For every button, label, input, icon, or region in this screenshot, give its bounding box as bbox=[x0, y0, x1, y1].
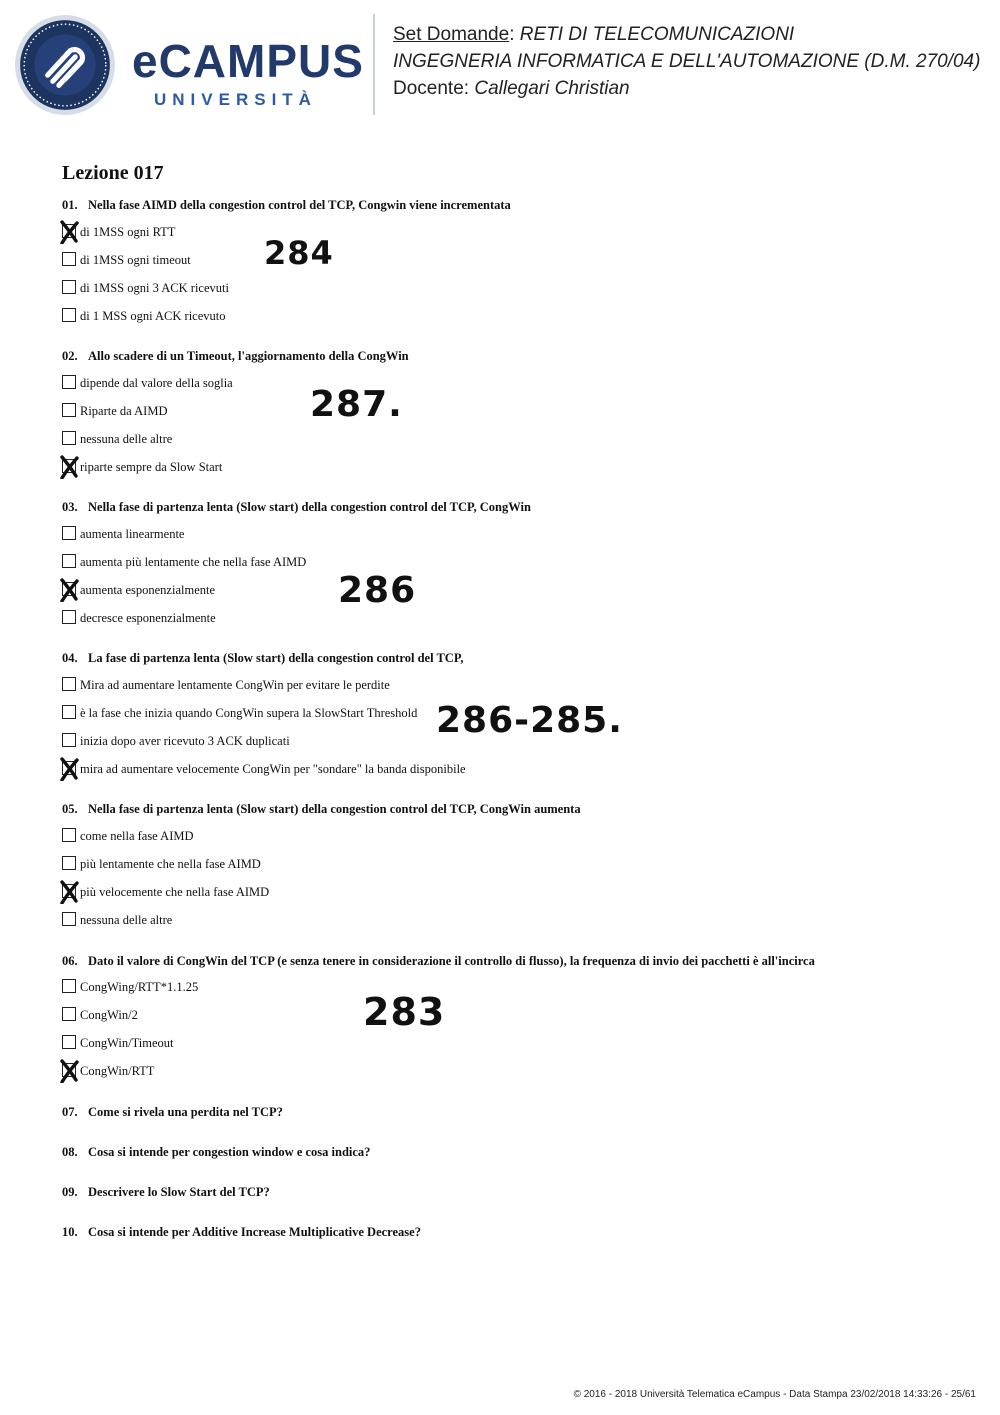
question-02 bbox=[62, 349, 409, 364]
docente-label: Docente bbox=[393, 78, 464, 99]
answer-checkbox[interactable] bbox=[62, 403, 76, 417]
answer-checkbox[interactable] bbox=[62, 912, 76, 926]
answer-label: Mira ad aumentare lentamente CongWin per evitare le perdite bbox=[80, 678, 390, 692]
answer-label: nessuna delle altre bbox=[80, 432, 173, 446]
course-line bbox=[393, 48, 980, 75]
handwritten-note: 283 bbox=[363, 990, 446, 1034]
answer-label: come nella fase AIMD bbox=[80, 829, 194, 843]
set-label: Set Domande bbox=[393, 24, 510, 45]
answer-option[interactable] bbox=[62, 1035, 174, 1051]
answer-checkbox[interactable] bbox=[62, 610, 76, 624]
question-number: 03. bbox=[62, 500, 78, 514]
answer-label: nessuna delle altre bbox=[80, 913, 173, 927]
answer-option[interactable] bbox=[62, 1007, 138, 1023]
answer-option[interactable] bbox=[62, 856, 261, 872]
answer-label: mira ad aumentare velocemente CongWin per "sondare" la banda disponibile bbox=[80, 762, 466, 776]
handwritten-note: 286 bbox=[338, 570, 417, 611]
question-text: Cosa si intende per congestion window e cosa indica? bbox=[88, 1145, 371, 1159]
answer-checkbox[interactable] bbox=[62, 733, 76, 747]
question-05 bbox=[62, 802, 581, 817]
answer-checkbox[interactable] bbox=[62, 979, 76, 993]
answer-option[interactable] bbox=[62, 375, 233, 391]
answer-checkbox[interactable] bbox=[62, 308, 76, 322]
answer-option[interactable] bbox=[62, 912, 172, 928]
answer-label: più lentamente che nella fase AIMD bbox=[80, 857, 261, 871]
set-line: Set Domande: RETI DI TELECOMUNICAZIONI bbox=[393, 24, 795, 45]
answer-label: è la fase che inizia quando CongWin supera la SlowStart Threshold bbox=[80, 706, 418, 720]
answer-option[interactable] bbox=[62, 459, 222, 475]
answer-label: Riparte da AIMD bbox=[80, 404, 168, 418]
answer-option[interactable] bbox=[62, 403, 167, 419]
question-07 bbox=[62, 1105, 283, 1120]
question-text: Allo scadere di un Timeout, l'aggiornamento della CongWin bbox=[88, 349, 409, 363]
answer-checkbox[interactable] bbox=[62, 375, 76, 389]
answer-option[interactable] bbox=[62, 761, 466, 777]
question-08 bbox=[62, 1145, 370, 1160]
question-text: Nella fase di partenza lenta (Slow start) della congestion control del TCP, CongWin bbox=[88, 500, 531, 514]
handwritten-x-mark-icon bbox=[59, 880, 81, 904]
answer-label: aumenta più lentamente che nella fase AIMD bbox=[80, 555, 307, 569]
answer-checkbox[interactable] bbox=[62, 431, 76, 445]
question-number: 05. bbox=[62, 802, 78, 816]
question-number: 04. bbox=[62, 651, 78, 665]
page-footer: © 2016 - 2018 Università Telematica eCampus - Data Stampa 23/02/2018 14:33:26 - 25/61 bbox=[573, 1389, 976, 1400]
answer-option[interactable] bbox=[62, 554, 306, 570]
header-divider bbox=[373, 14, 375, 115]
brand-name: eCAMPUS bbox=[132, 35, 364, 87]
answer-label: CongWin/RTT bbox=[80, 1064, 155, 1078]
answer-option[interactable] bbox=[62, 582, 215, 598]
answer-option[interactable] bbox=[62, 733, 290, 749]
handwritten-x-mark-icon bbox=[59, 1059, 81, 1083]
question-09 bbox=[62, 1185, 270, 1200]
question-number: 10. bbox=[62, 1225, 78, 1239]
answer-checkbox[interactable] bbox=[62, 677, 76, 691]
answer-option[interactable] bbox=[62, 526, 184, 542]
handwritten-note: 287. bbox=[310, 384, 403, 425]
question-number: 01. bbox=[62, 198, 78, 212]
question-number: 08. bbox=[62, 1145, 78, 1159]
answer-label: inizia dopo aver ricevuto 3 ACK duplicati bbox=[80, 734, 290, 748]
lesson-title: Lezione 017 bbox=[62, 162, 164, 184]
handwritten-note: 284 bbox=[264, 234, 334, 272]
answer-label: di 1 MSS ogni ACK ricevuto bbox=[80, 309, 226, 323]
answer-option[interactable] bbox=[62, 280, 229, 296]
answer-option[interactable] bbox=[62, 1063, 154, 1079]
answer-label: di 1MSS ogni 3 ACK ricevuti bbox=[80, 281, 229, 295]
answer-checkbox[interactable] bbox=[62, 705, 76, 719]
answer-checkbox[interactable] bbox=[62, 554, 76, 568]
answer-option[interactable] bbox=[62, 252, 191, 268]
question-text: Descrivere lo Slow Start del TCP? bbox=[88, 1185, 270, 1199]
answer-label: decresce esponenzialmente bbox=[80, 611, 216, 625]
set-value: RETI DI TELECOMUNICAZIONI bbox=[519, 24, 795, 45]
handwritten-x-mark-icon bbox=[59, 220, 81, 244]
question-text: Dato il valore di CongWin del TCP (e senza tenere in considerazione il controllo di flusso), la frequenza di invio dei pacchetti è all'incirca bbox=[88, 954, 815, 968]
brand-wordmark bbox=[132, 35, 364, 110]
question-03 bbox=[62, 500, 531, 515]
answer-checkbox[interactable] bbox=[62, 526, 76, 540]
answer-label: CongWin/Timeout bbox=[80, 1036, 174, 1050]
answer-option[interactable] bbox=[62, 705, 417, 721]
answer-option[interactable] bbox=[62, 828, 194, 844]
answer-checkbox[interactable] bbox=[62, 252, 76, 266]
answer-checkbox[interactable] bbox=[62, 828, 76, 842]
question-number: 09. bbox=[62, 1185, 78, 1199]
answer-label: aumenta esponenzialmente bbox=[80, 583, 216, 597]
answer-option[interactable] bbox=[62, 431, 172, 447]
answer-option[interactable] bbox=[62, 308, 226, 324]
question-number: 06. bbox=[62, 954, 78, 968]
question-text: Nella fase di partenza lenta (Slow start) della congestion control del TCP, CongWin aumenta bbox=[88, 802, 581, 816]
answer-label: CongWing/RTT*1.1.25 bbox=[80, 980, 199, 994]
handwritten-x-mark-icon bbox=[59, 757, 81, 781]
docente-line: Docente: Callegari Christian bbox=[393, 78, 630, 99]
course-name: INGEGNERIA INFORMATICA E DELL'AUTOMAZIONE (D.M. 270/04) bbox=[393, 51, 981, 72]
answer-option[interactable] bbox=[62, 224, 175, 240]
answer-label: di 1MSS ogni timeout bbox=[80, 253, 191, 267]
question-06 bbox=[62, 954, 815, 969]
answer-checkbox[interactable] bbox=[62, 1035, 76, 1049]
question-number: 02. bbox=[62, 349, 78, 363]
handwritten-x-mark-icon bbox=[59, 455, 81, 479]
brand-subtitle: UNIVERSITÀ bbox=[154, 90, 317, 109]
handwritten-note: 286-285. bbox=[436, 700, 623, 741]
answer-option[interactable] bbox=[62, 979, 198, 995]
answer-option[interactable] bbox=[62, 677, 390, 693]
question-04 bbox=[62, 651, 463, 666]
answer-label: di 1MSS ogni RTT bbox=[80, 225, 176, 239]
answer-checkbox[interactable] bbox=[62, 280, 76, 294]
answer-checkbox[interactable] bbox=[62, 1007, 76, 1021]
question-01 bbox=[62, 198, 511, 213]
answer-label: aumenta linearmente bbox=[80, 527, 185, 541]
question-text: Come si rivela una perdita nel TCP? bbox=[88, 1105, 283, 1119]
answer-checkbox[interactable] bbox=[62, 856, 76, 870]
answer-label: più velocemente che nella fase AIMD bbox=[80, 885, 270, 899]
handwritten-x-mark-icon bbox=[59, 578, 81, 602]
ecampus-logo-icon bbox=[14, 14, 116, 116]
answer-label: dipende dal valore della soglia bbox=[80, 376, 233, 390]
docente-value: Callegari Christian bbox=[474, 78, 630, 99]
answer-label: CongWin/2 bbox=[80, 1008, 138, 1022]
answer-label: riparte sempre da Slow Start bbox=[80, 460, 223, 474]
question-number: 07. bbox=[62, 1105, 78, 1119]
header-info bbox=[393, 21, 980, 102]
question-text: Nella fase AIMD della congestion control del TCP, Congwin viene incrementata bbox=[88, 198, 511, 212]
question-text: La fase di partenza lenta (Slow start) della congestion control del TCP, bbox=[88, 651, 464, 665]
answer-option[interactable] bbox=[62, 610, 216, 626]
question-10 bbox=[62, 1225, 421, 1240]
question-text: Cosa si intende per Additive Increase Multiplicative Decrease? bbox=[88, 1225, 421, 1239]
answer-option[interactable] bbox=[62, 884, 269, 900]
